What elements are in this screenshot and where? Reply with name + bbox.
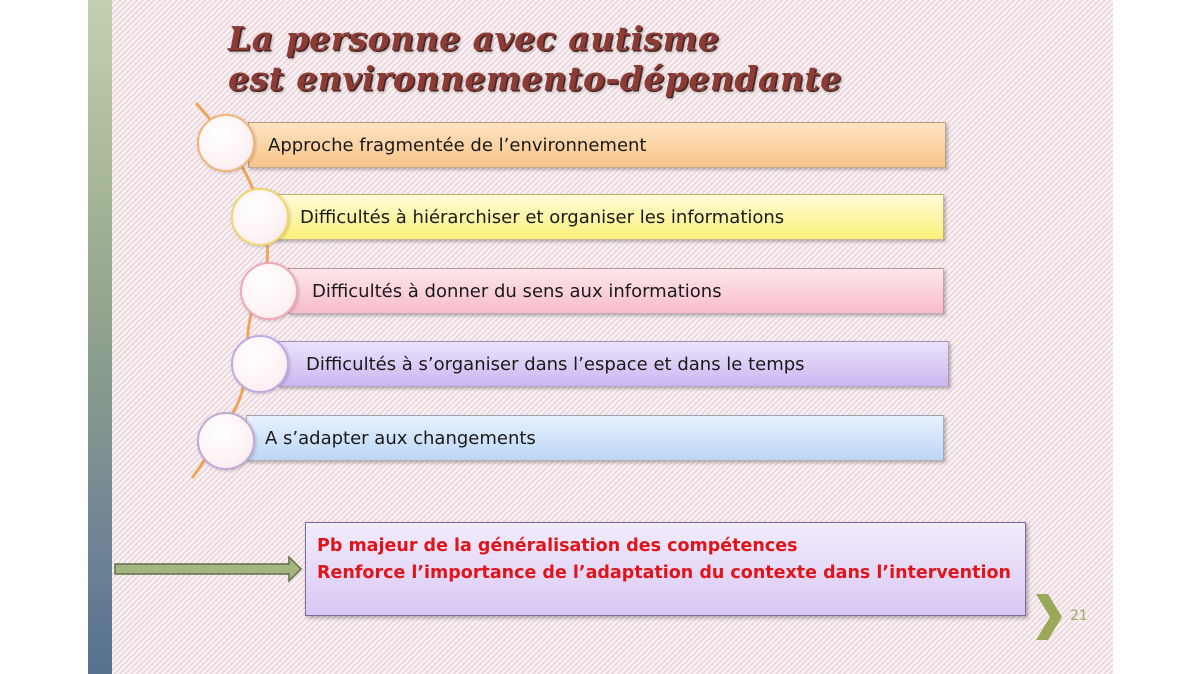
item-label-4: Difficultés à s’organiser dans l’espace et dans le temps: [306, 353, 805, 375]
title-line-2: est environnemento-dépendante: [228, 59, 842, 98]
callout-line-2: Renforce l’importance de l’adaptation du contexte dans l’intervention: [317, 563, 1011, 583]
right-arrow-icon: [113, 554, 303, 584]
item-label-3: Difficultés à donner du sens aux informations: [312, 280, 722, 302]
item-label-5: A s’adapter aux changements: [265, 427, 536, 449]
side-gradient-bar: [88, 0, 112, 674]
callout-line-1: Pb majeur de la généralisation des compétences: [317, 536, 798, 556]
callout-box: [305, 522, 1026, 616]
item-label-2: Difficultés à hiérarchiser et organiser les informations: [300, 206, 785, 228]
circle-node-1: [197, 114, 255, 172]
item-label-1: Approche fragmentée de l’environnement: [268, 134, 647, 156]
circle-node-3: [240, 262, 298, 320]
item-bar-4: [278, 341, 949, 387]
circle-node-5: [197, 412, 255, 470]
slide: [88, 0, 1113, 674]
title-line-1: La personne avec autisme: [228, 19, 720, 58]
item-bar-3: [288, 268, 944, 314]
circle-node-2: [231, 188, 289, 246]
page-number: 21: [1070, 608, 1088, 624]
chevron-right-icon: [1034, 592, 1064, 642]
item-bar-5: [246, 415, 944, 461]
item-bar-1: [248, 122, 946, 168]
circle-node-4: [231, 335, 289, 393]
slide-title: [228, 18, 842, 100]
item-bar-2: [271, 194, 944, 240]
